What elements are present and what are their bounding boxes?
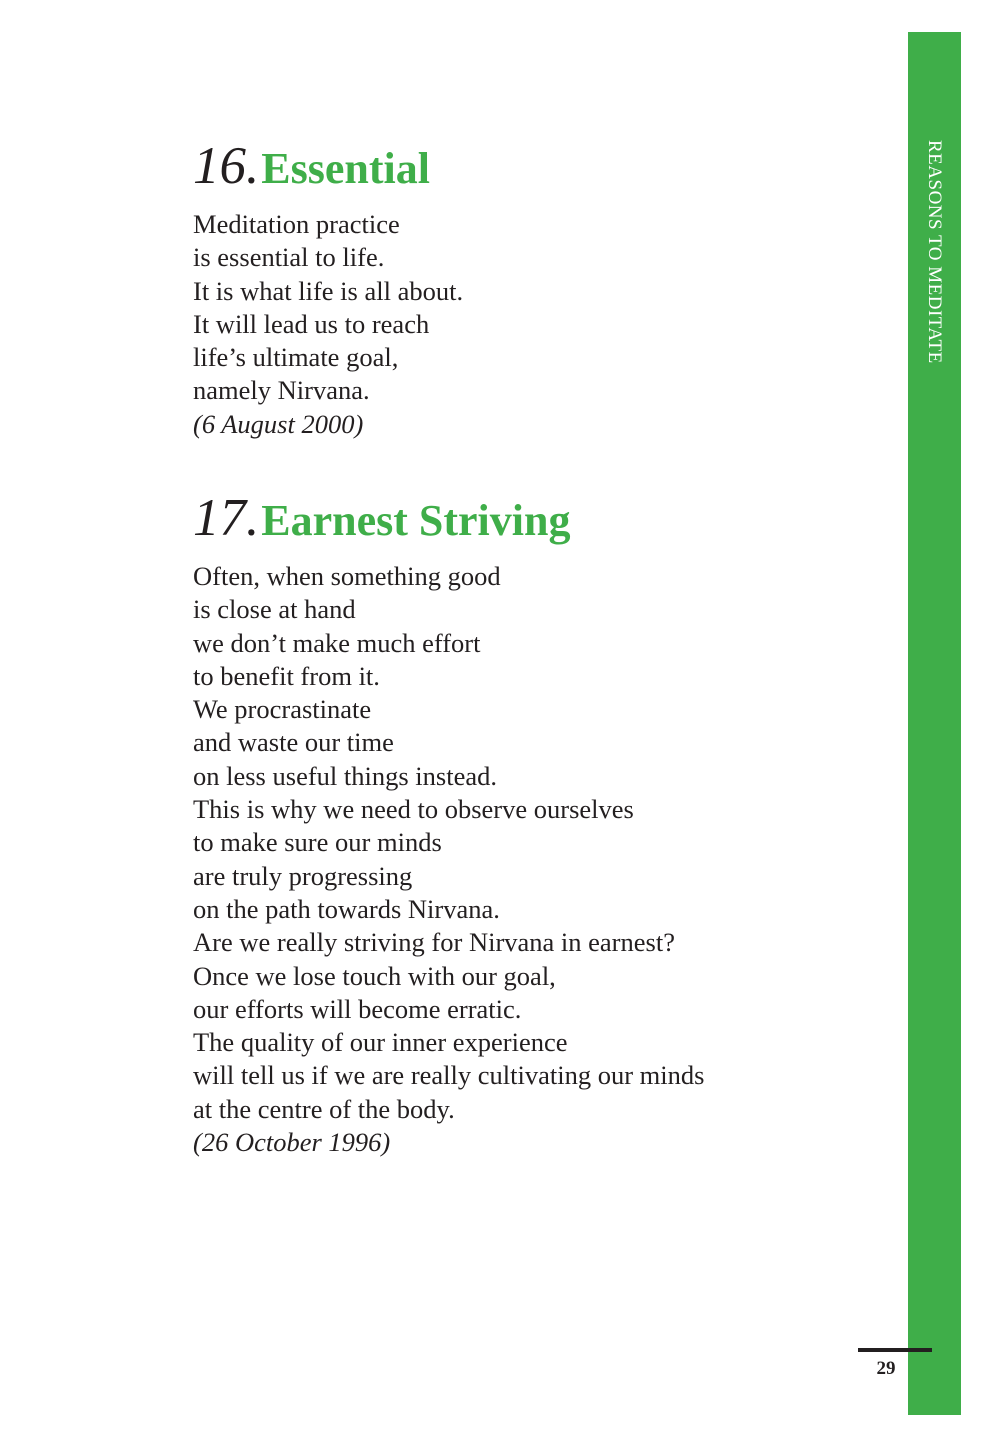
poem-line: are truly progressing [193,860,413,891]
poem-line: We procrastinate [193,694,372,725]
poem-date: (26 October 1996) [193,1127,391,1158]
poem-line: on the path towards Nirvana. [193,893,500,924]
section-heading [193,489,704,552]
poem-date: (6 August 2000) [193,408,364,439]
poem-line: It is what life is all about. [193,275,464,306]
sidebar-label: REASONS TO MEDITATE [924,140,945,364]
poem-line: is close at hand [193,594,356,625]
poem-line: we don’t make much effort [193,627,481,658]
poem-line: will tell us if we are really cultivating our minds [193,1060,705,1091]
poem-line: life’s ultimate goal, [193,342,399,373]
poem-line: to benefit from it. [193,660,380,691]
section-heading [193,137,463,200]
page-number: 29 [876,1358,896,1379]
poem-line: Once we lose touch with our goal, [193,960,556,991]
poem-line: is essential to life. [193,242,385,273]
poem-line: our efforts will become erratic. [193,993,522,1024]
poem-line: namely Nirvana. [193,375,370,406]
section-essential [193,137,464,441]
poem-line: to make sure our minds [193,827,442,858]
section-earnest-striving [193,489,705,1159]
section-number: 17. [193,489,260,547]
poem-line: on less useful things instead. [193,760,497,791]
page-number-rule [858,1348,932,1352]
poem-line: Often, when something good [193,561,501,591]
poem-lines [193,560,704,1126]
poem-line: The quality of our inner experience [193,1027,568,1058]
poem-line: It will lead us to reach [193,308,430,339]
poem-lines [193,208,463,408]
section-title: Earnest Striving [261,496,571,545]
poem-line: This is why we need to observe ourselves [193,794,634,825]
poem-line: and waste our time [193,727,394,758]
poem-line: Meditation practice [193,209,400,239]
section-title: Essential [261,144,430,193]
section-number: 16. [193,137,260,195]
poem-line: Are we really striving for Nirvana in earnest? [193,927,675,958]
poem-line: at the centre of the body. [193,1093,455,1124]
